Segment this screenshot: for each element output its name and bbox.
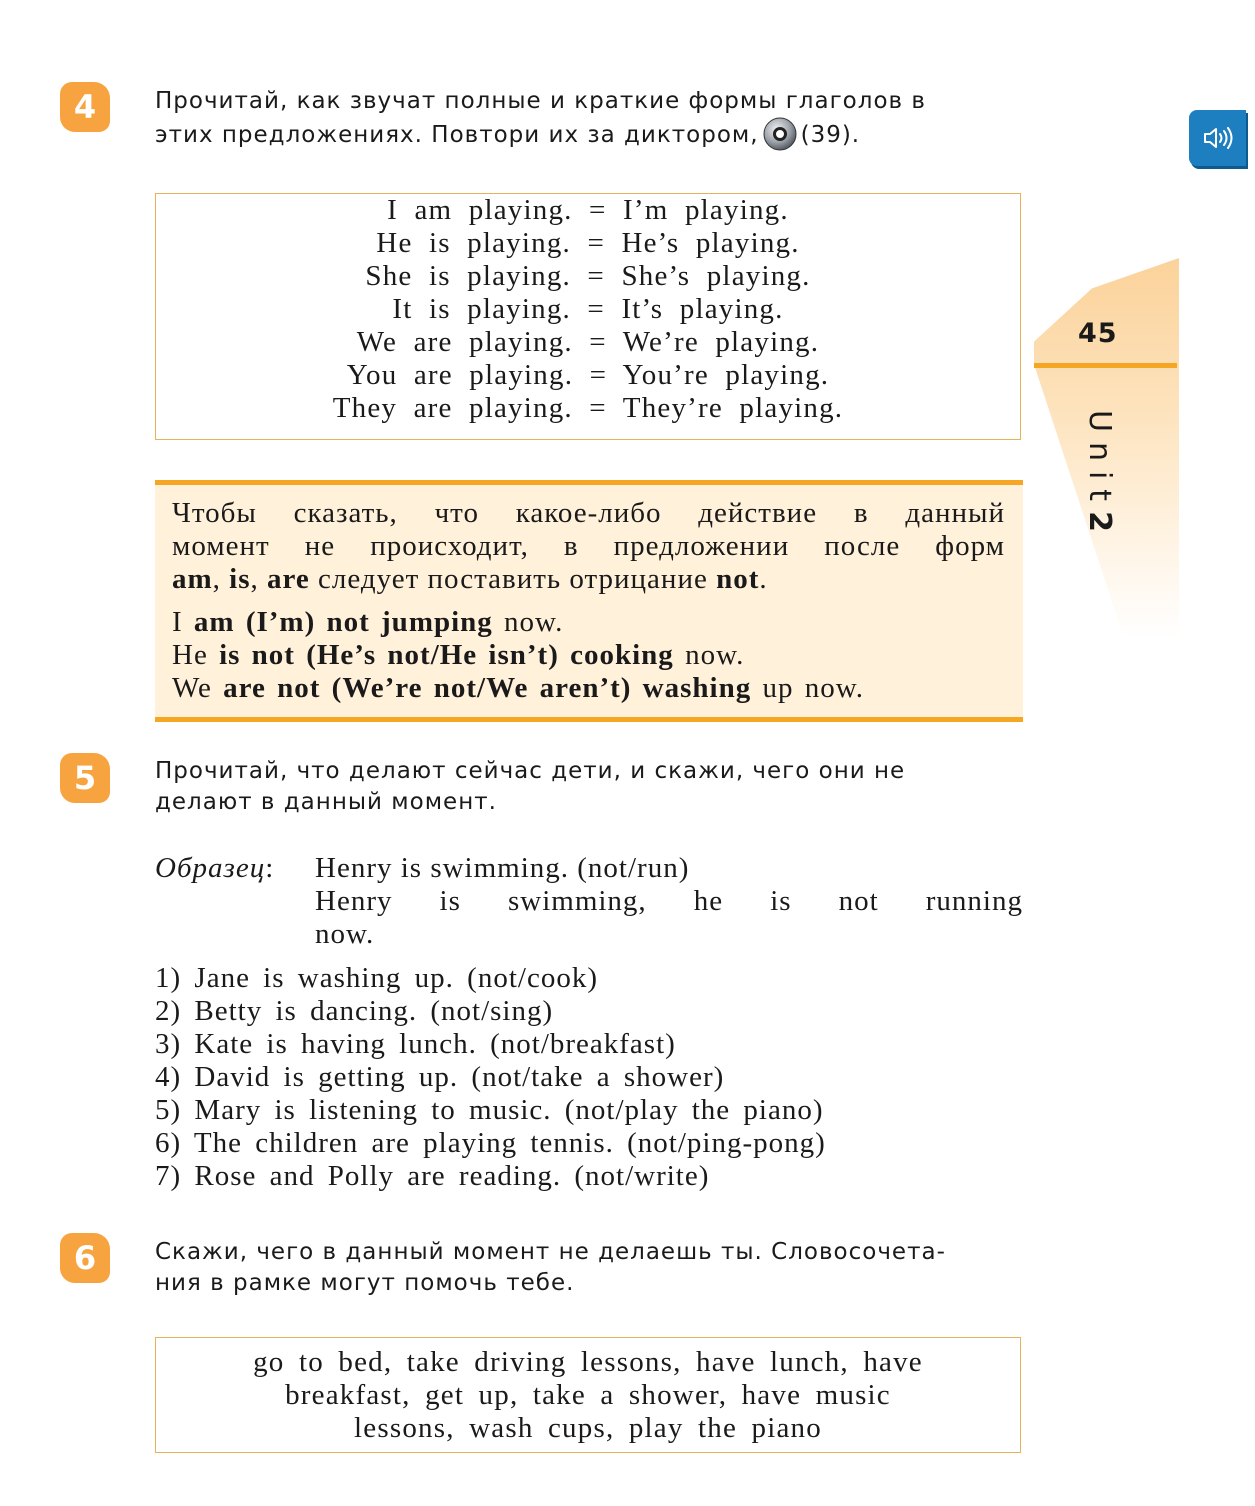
unit-word: Unit (1082, 410, 1117, 512)
sample-label (155, 852, 274, 885)
exercise-4-track-number: (39). (800, 122, 861, 148)
rule-comma: , (212, 563, 230, 595)
contraction-line: You are playing. = You’re playing. (346, 359, 830, 391)
rule-comma: , (250, 563, 268, 595)
contraction-line: I am playing. = I’m playing. (387, 194, 789, 226)
example-start: I (172, 606, 194, 638)
list-item: 3) Kate is having lunch. (not/breakfast) (155, 1028, 676, 1060)
phrases-line: breakfast, get up, take a shower, have music (285, 1379, 891, 1411)
example-bold: is not (He’s not/He isn’t) cooking (219, 639, 674, 671)
exercise-6-instructions (155, 1237, 1022, 1299)
exercise-4-instr-line-2 (155, 117, 1022, 151)
contraction-line: She is playing. = She’s playing. (365, 260, 811, 292)
exercise-5-instr-line-1: Прочитай, что делают сейчас дети, и скажи, чего они не (155, 758, 906, 784)
contraction-line: He is playing. = He’s playing. (376, 227, 800, 259)
list-item: 5) Mary is listening to music. (not/play the piano) (155, 1094, 824, 1126)
exercise-4-instr-text: этих предложениях. Повтори их за диктором, (155, 122, 759, 148)
grammar-rule-box (155, 480, 1023, 722)
rule-is: is (229, 563, 251, 595)
example-end: up now. (751, 672, 865, 704)
exercise-6-instr-line-2: ния в рамке могут помочь тебе. (155, 1270, 575, 1296)
example-end: now. (492, 606, 564, 638)
example-bold: am (I’m) not jumping (193, 606, 493, 638)
unit-label (1077, 410, 1117, 570)
list-item: 7) Rose and Polly are reading. (not/write) (155, 1160, 710, 1192)
phrases-line: go to bed, take driving lessons, have lunch, have (253, 1346, 923, 1378)
rule-are: are (267, 563, 310, 595)
rule-line-3 (172, 563, 1005, 596)
list-item: 6) The children are playing tennis. (not/ping-pong) (155, 1127, 826, 1159)
list-item: 1) Jane is washing up. (not/cook) (155, 962, 598, 994)
exercise-4-instr-line-1: Прочитай, как звучат полные и краткие формы глаголов в (155, 88, 926, 114)
exercise-6-instr-line-1: Скажи, чего в данный момент не делаешь ты. Словосочета- (155, 1239, 946, 1265)
rule-mid-text: следует поставить отрицание (309, 563, 717, 595)
contraction-line: It is playing. = It’s playing. (392, 293, 784, 325)
exercise-5-badge: 5 (60, 753, 110, 803)
exercise-5-instr-line-2: делают в данный момент. (155, 789, 497, 815)
example-end: now. (673, 639, 745, 671)
rule-line-2: момент не происходит, в предложении после форм (172, 530, 1005, 562)
rule-example (172, 672, 1005, 705)
exercise-5-items (155, 962, 1023, 1193)
contraction-line: They are playing. = They’re playing. (332, 392, 844, 424)
audio-button[interactable] (1189, 110, 1246, 166)
list-item: 4) David is getting up. (not/take a shower) (155, 1061, 725, 1093)
list-item: 2) Betty is dancing. (not/sing) (155, 995, 554, 1027)
rule-example (172, 639, 1005, 672)
sample-line-3: now. (315, 918, 375, 950)
rule-period: . (759, 563, 768, 595)
contractions-box (155, 193, 1021, 440)
exercise-4-badge: 4 (60, 82, 110, 132)
exercise-4-instructions (155, 86, 1022, 151)
rule-example (172, 606, 1005, 639)
phrases-box (155, 1337, 1021, 1453)
unit-number: 2 (1082, 511, 1117, 542)
cd-disc-icon[interactable] (763, 117, 797, 151)
rule-am: am (172, 563, 213, 595)
rule-line-1: Чтобы сказать, что какое-либо действие в данный (172, 497, 1005, 529)
example-start: We (172, 672, 224, 704)
speaker-icon (1202, 125, 1234, 151)
sample-line-1: Henry is swimming. (not/run) (315, 852, 690, 884)
page-number: 45 (1078, 318, 1118, 349)
phrases-line: lessons, wash cups, play the piano (354, 1412, 822, 1444)
example-bold: are not (We’re not/We aren’t) washing (223, 672, 752, 704)
example-start: He (172, 639, 220, 671)
sample-colon: : (265, 852, 275, 884)
page-number-underline (1034, 363, 1177, 368)
sample-line-2: Henry is swimming, he is not running (315, 885, 1023, 917)
sample-body (315, 852, 1023, 951)
exercise-6-badge: 6 (60, 1233, 110, 1283)
sample-label-text: Образец (155, 852, 266, 884)
exercise-5-instructions (155, 756, 1022, 818)
rule-examples (172, 606, 1005, 705)
contraction-line: We are playing. = We’re playing. (356, 326, 820, 358)
rule-not: not (716, 563, 760, 595)
